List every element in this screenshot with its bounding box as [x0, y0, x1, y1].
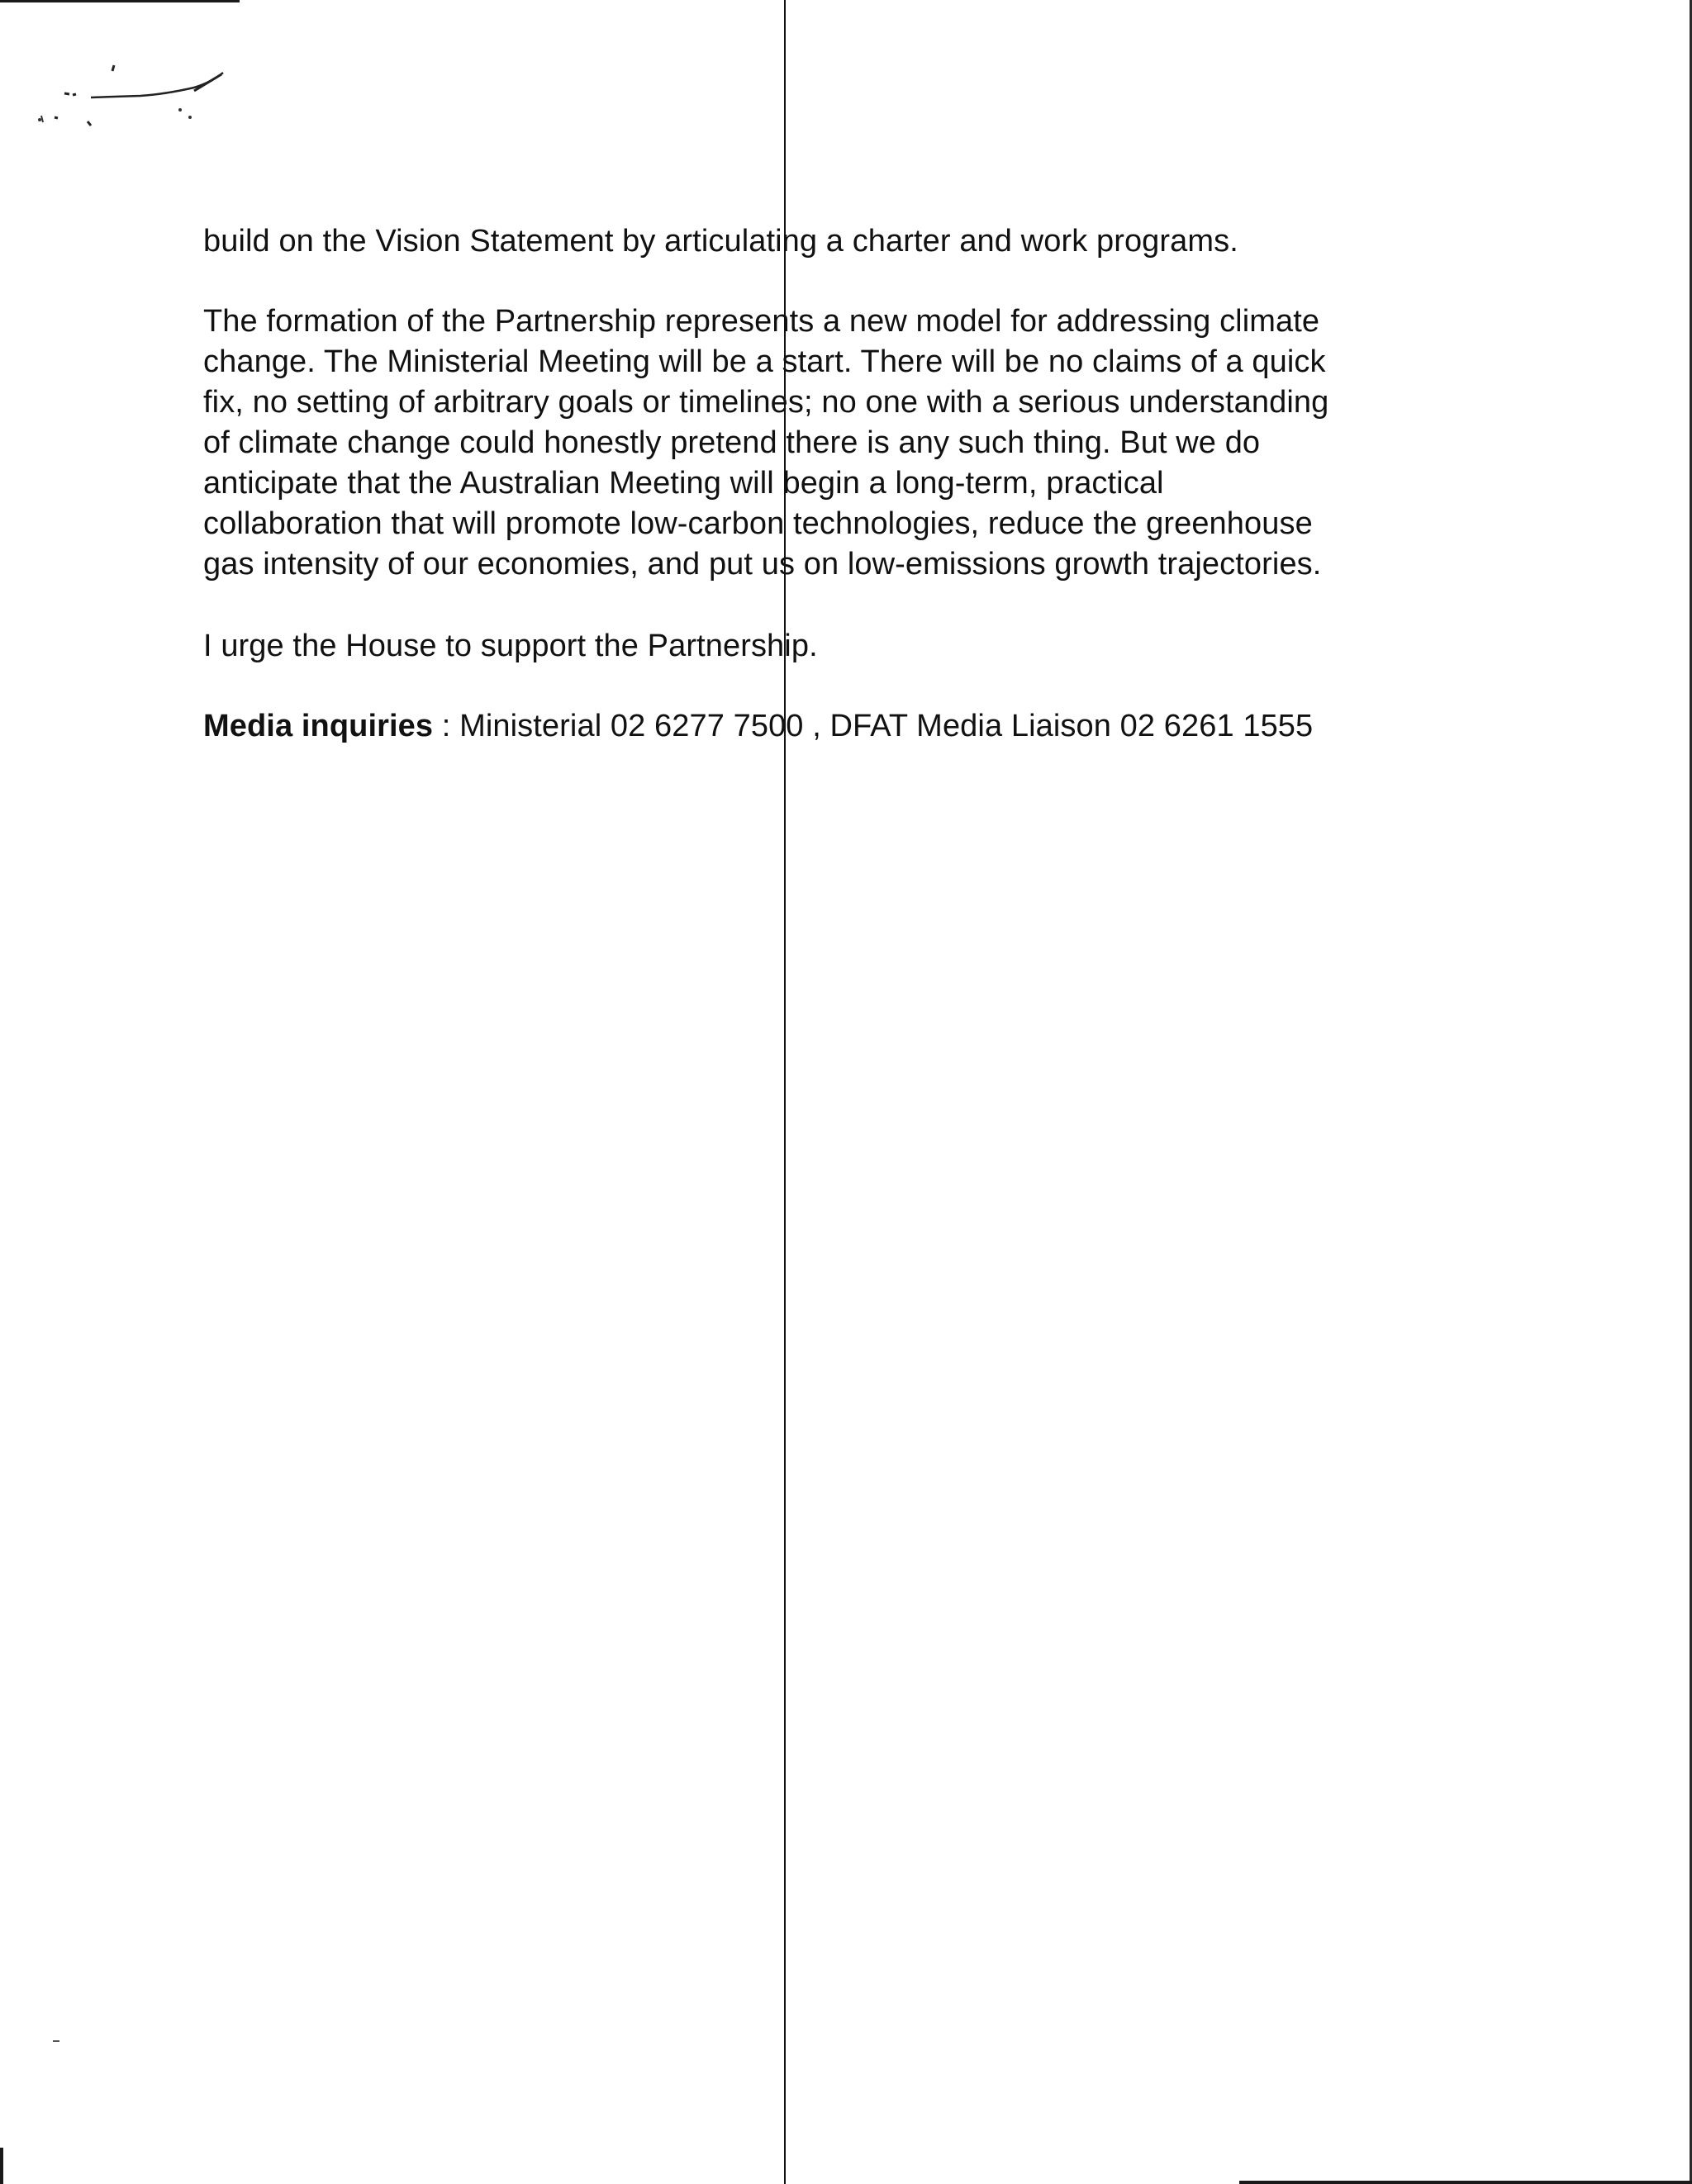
- margin-mark: [53, 2040, 59, 2042]
- scan-edge-bottom: [1239, 2181, 1692, 2184]
- media-inquiries-line: [203, 706, 1442, 747]
- media-inquiries-contacts: : Ministerial 02 6277 7500 , DFAT Media Liaison 02 6261 1555: [433, 709, 1314, 743]
- paragraph-vision-statement: build on the Vision Statement by articulating a charter and work programs.: [203, 224, 1238, 259]
- scan-edge-top: [0, 0, 240, 2]
- paragraph-partnership-model: The formation of the Partnership represents a new model for addressing climate change. The Ministerial Meeting will be a start. There will be no claims of a quick fix, no setting of arbitrary goals or timelines; no one with a serious understanding of climate change could honestly pretend there is any such thing. But we do anticipate that the Australian Meeting will begin a long-term, practical collaboration that will promote low-carbon technologies, reduce the greenhouse gas intensity of our economies, and put us on low-emissions growth trajectories.: [203, 304, 1329, 582]
- scan-edge-left: [0, 2148, 3, 2184]
- media-inquiries-label: Media inquiries: [203, 709, 434, 743]
- document-body: [203, 221, 1442, 747]
- paragraph-urge-house: I urge the House to support the Partnership.: [203, 629, 818, 663]
- handwritten-scribble: [25, 25, 240, 132]
